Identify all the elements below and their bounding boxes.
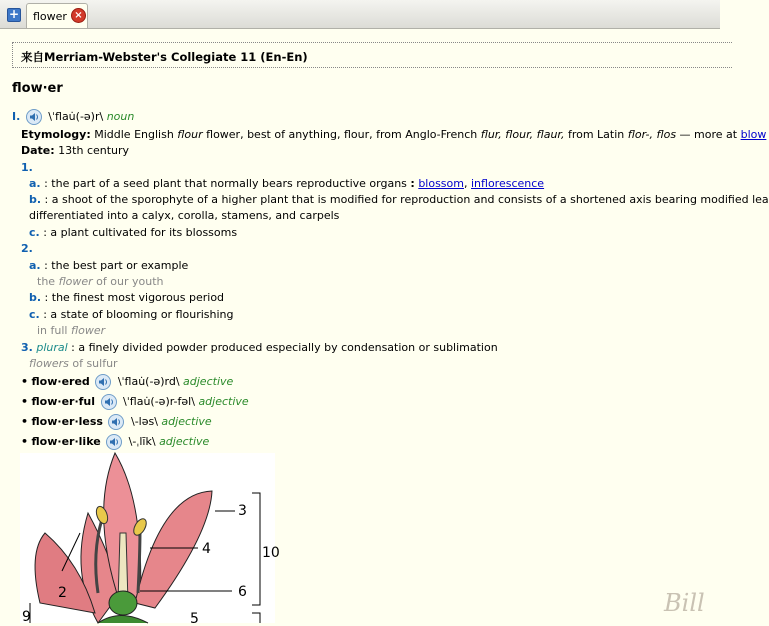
flower-illustration bbox=[20, 453, 280, 626]
derived-word: flow·er·less bbox=[31, 415, 103, 428]
pronunciation: \-ləs\ bbox=[130, 415, 158, 428]
etymology-word: flur, flour, flaur, bbox=[480, 128, 565, 141]
figure-label: 9 bbox=[22, 609, 31, 625]
tab-flower[interactable] bbox=[26, 3, 88, 28]
sense-1c bbox=[29, 226, 237, 240]
speaker-icon[interactable] bbox=[106, 434, 122, 450]
derived-word: flow·er·ful bbox=[31, 395, 96, 408]
sense-letter: b. bbox=[29, 193, 42, 206]
etymology-word: flour bbox=[177, 128, 203, 141]
example-text: of our youth bbox=[92, 275, 164, 288]
speaker-icon[interactable] bbox=[108, 414, 124, 430]
signature-watermark: Bill bbox=[664, 589, 705, 617]
derived-word: flow·er·like bbox=[31, 435, 101, 448]
entry-line bbox=[12, 109, 134, 125]
example-word: flower bbox=[70, 324, 106, 337]
figure-label: 3 bbox=[238, 503, 247, 519]
sense-text: : a plant cultivated for its blossoms bbox=[39, 226, 238, 239]
pronunciation: \ˈflau̇(-ə)r\ bbox=[48, 110, 104, 123]
example bbox=[29, 357, 118, 371]
example bbox=[37, 324, 105, 338]
dictionary-name: 来自Merriam-Webster's Collegiate 11 (En-En) bbox=[21, 50, 308, 64]
part-of-speech: noun bbox=[106, 110, 135, 123]
derived-form bbox=[21, 434, 209, 450]
sense-3 bbox=[21, 341, 498, 355]
etymology-text: from Latin bbox=[564, 128, 628, 141]
sense-2b bbox=[29, 291, 224, 305]
sense-letter: c. bbox=[29, 308, 40, 321]
example-text: the bbox=[37, 275, 59, 288]
sense-text: : the best part or example bbox=[40, 259, 189, 272]
bullet: • bbox=[21, 395, 29, 408]
sense-letter: b. bbox=[29, 291, 42, 304]
part-of-speech: adjective bbox=[183, 375, 234, 388]
pronunciation: \ˈflau̇(-ə)rd\ bbox=[117, 375, 180, 388]
sense-text: : a finely divided powder produced especially by condensation or sublimation bbox=[67, 341, 498, 354]
figure-label: 10 bbox=[262, 545, 280, 561]
speaker-icon[interactable] bbox=[26, 109, 42, 125]
sense-text: : the part of a seed plant that normally bears reproductive organs bbox=[40, 177, 411, 190]
figure-label: 2 bbox=[58, 585, 67, 601]
figure-label: 6 bbox=[238, 584, 247, 600]
speaker-icon[interactable] bbox=[95, 374, 111, 390]
headword: flow·er bbox=[12, 81, 63, 96]
part-of-speech: adjective bbox=[159, 435, 210, 448]
pronunciation: \-ˌlīk\ bbox=[128, 435, 156, 448]
bullet: • bbox=[21, 435, 29, 448]
link-blossom[interactable]: blossom bbox=[418, 177, 464, 190]
example bbox=[37, 275, 164, 289]
sense-1b-cont: differentiated into a calyx, corolla, stamens, and carpels bbox=[29, 209, 340, 222]
etymology-text: — more at bbox=[676, 128, 741, 141]
sense-text: : a shoot of the sporophyte of a higher plant that is modified for reproduction and consists of a shortened axis bearing modified lea bbox=[41, 193, 769, 206]
separator: , bbox=[464, 177, 471, 190]
derived-form bbox=[21, 374, 233, 390]
bullet: • bbox=[21, 415, 29, 428]
example-word: flowers bbox=[29, 357, 69, 370]
tab-label: flower bbox=[33, 10, 67, 23]
date-value: 13th century bbox=[58, 144, 130, 157]
date bbox=[21, 144, 129, 158]
entry-number: I. bbox=[12, 110, 21, 123]
etymology-word: flor-, flos bbox=[627, 128, 677, 141]
sense-label: plural bbox=[36, 341, 68, 354]
sense-colon: : bbox=[410, 177, 415, 190]
sense-text: : a state of blooming or flourishing bbox=[39, 308, 234, 321]
tab-bar bbox=[0, 0, 720, 29]
dictionary-header bbox=[12, 42, 732, 68]
etymology-label: Etymology: bbox=[21, 128, 91, 141]
definition-pane bbox=[0, 29, 769, 626]
derived-form bbox=[21, 394, 249, 410]
sense-2a bbox=[29, 259, 188, 273]
etymology-text: Middle English bbox=[94, 128, 178, 141]
example-text: of sulfur bbox=[68, 357, 118, 370]
bullet: • bbox=[21, 375, 29, 388]
link-inflorescence[interactable]: inflorescence bbox=[471, 177, 545, 190]
speaker-icon[interactable] bbox=[101, 394, 117, 410]
sense-number: 2. bbox=[21, 242, 33, 255]
sense-1a bbox=[29, 177, 544, 191]
sense-letter: a. bbox=[29, 177, 41, 190]
link-blow[interactable]: blow bbox=[740, 128, 767, 141]
part-of-speech: adjective bbox=[161, 415, 212, 428]
date-label: Date: bbox=[21, 144, 55, 157]
derived-form bbox=[21, 414, 212, 430]
figure-label: 4 bbox=[202, 541, 211, 557]
sense-letter: c. bbox=[29, 226, 40, 239]
pronunciation: \ˈflau̇(-ə)r-fəl\ bbox=[123, 395, 195, 408]
example-word: flower bbox=[58, 275, 93, 288]
sense-text: : the finest most vigorous period bbox=[41, 291, 225, 304]
part-of-speech: adjective bbox=[198, 395, 249, 408]
figure-label: 5 bbox=[190, 611, 199, 626]
etymology-text: flower, best of anything, flour, from Anglo-French bbox=[202, 128, 481, 141]
close-tab-icon[interactable]: × bbox=[71, 8, 86, 23]
flower-diagram bbox=[20, 453, 280, 626]
etymology bbox=[21, 128, 766, 142]
sense-letter: a. bbox=[29, 259, 41, 272]
sense-number: 3. bbox=[21, 341, 33, 354]
sense-1b bbox=[29, 193, 769, 207]
example-text: in full bbox=[37, 324, 71, 337]
derived-word: flow·ered bbox=[31, 375, 90, 388]
sense-number: 1. bbox=[21, 161, 33, 174]
add-tab-icon[interactable]: + bbox=[8, 7, 20, 21]
sense-2c bbox=[29, 308, 234, 322]
